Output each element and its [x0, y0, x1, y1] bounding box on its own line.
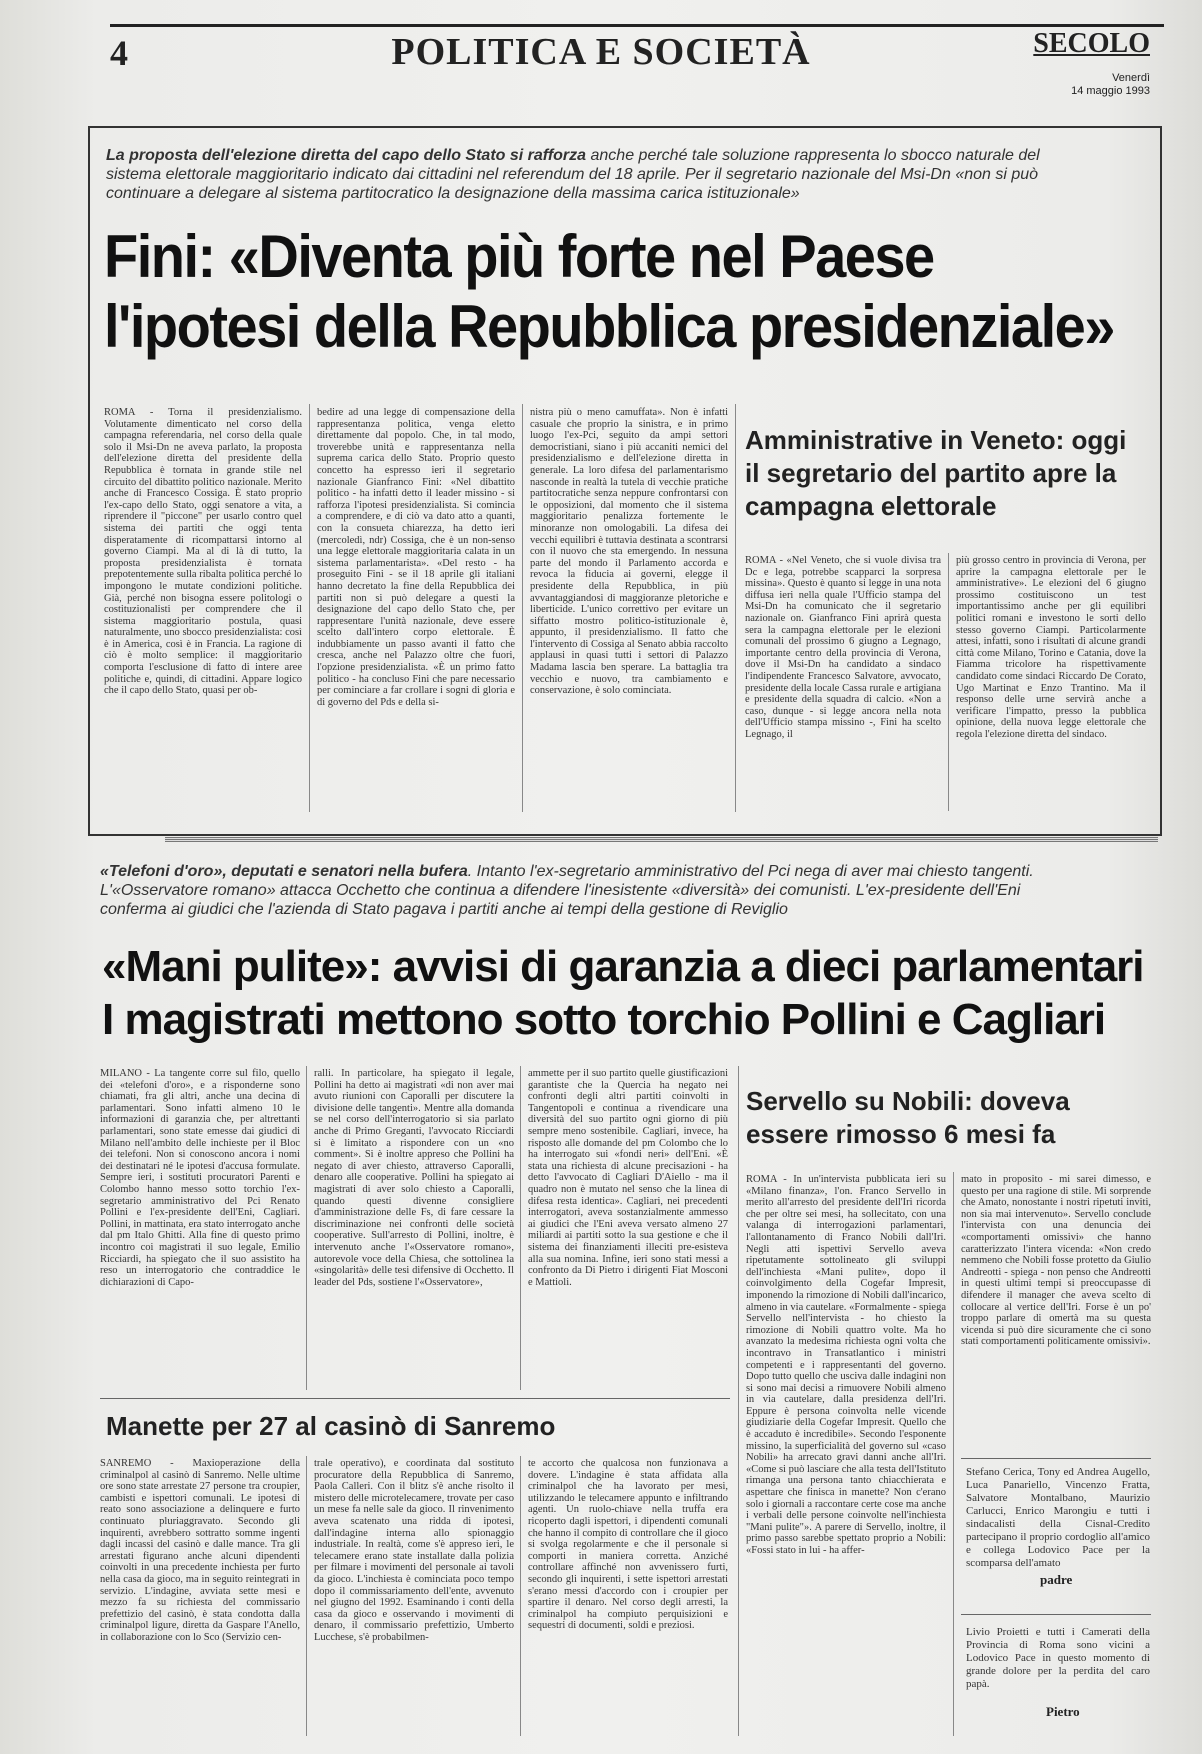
dateline — [1071, 72, 1150, 98]
article1-headline-line1: Fini: «Diventa più forte nel Paese — [104, 222, 934, 291]
column-rule — [306, 1066, 307, 1390]
article4-headline: Manette per 27 al casinò di Sanremo — [106, 1411, 556, 1441]
article3-headline-line2: I magistrati mettono sotto torchio Pollini e Cagliari — [102, 995, 1106, 1044]
page-number: 4 — [110, 33, 128, 73]
column-rule — [309, 404, 310, 812]
article3-column-1: MILANO - La tangente corre sul filo, quello dei «telefoni d'oro», e a risponderne sono chiamati, fra gli altri, anche una decina di parlamentari. Sono infatti almeno 10 le informazioni di garanzia che, per altrettanti parlamentari, sono state emesse dai giudici di Milano nell'ambito delle inchieste per il Bloc dei telefoni. Non si conoscono ancora i nomi dei destinatari né le ipotesi d'accusa formulate. Sempre ieri, i sostituti procuratori Parenti e Colombo hanno messo sotto torchio l'ex-segretario amministrativo del Pci Renato Pollini e l'ex-presidente dell'Eni, Cagliari. Pollini, in mattinata, era stato interrogato anche dal pm Italo Ghitti. Alla fine di questo primo incontro coi magistrati il suo legale, Emilio Ricciardi, ha spiegato che il suo assistito ha reso un interrogatorio che contraddice le dichiarazioni di Capo- — [100, 1068, 300, 1288]
article1-column-1: ROMA - Torna il presidenzialismo. Volutamente dimenticato nel corso della campagna referendaria, nel corso della quale solo il Msi-Dn ne aveva parlato, la proposta dell'elezione diretta del presidente della Repubblica è tornata in grande stile nel circuito del dibattito politico nazionale. Merito anche di Francesco Cossiga. È stato proprio l'ex-capo dello Stato, oggi senatore a vita, a riprendere il "piccone" per usarlo contro quel sistema dei partiti che oggi tenta disperatamente di ricompattarsi intorno al governo Ciampi. Ma al di là di tutto, la proposta presidenzialista è tornata prepotentemente sulla ribalta politica perché lo impongono le mutate condizioni politiche. Già, perché non bisogna essere politologi o costituzionalisti per comprendere che il sistema maggioritario postula, quasi naturalmente, uno sbocco presidenzialista: così è in America, così è in Francia. La ragione di ciò è molto semplice: il maggioritario comporta l'esclusione di fatto di intere aree politiche e, quindi, di cittadini. Appare logico che il capo dello Stato, quasi per ob- — [104, 407, 302, 697]
article1-column-3: nistra più o meno camuffata». Non è infatti casuale che proprio la sinistra, e in primo luogo l'ex-Pci, seguito da ampi settori democristiani, siano i più accaniti nemici del presidenzialismo e dell'elezione diretta in generale. La loro difesa del parlamentarismo nasconde in realtà la tutela di vecchie pratiche partitocratiche senza neppure confrontarsi con le opposizioni, dal momento che il sistema maggioritario penalizza fortemente le minoranze non omologabili. La difesa dei vecchi equilibri è tuttavia destinata a scontrarsi con il nuovo che sta emergendo. In nessuna parte del mondo il Parlamento accorda e revoca la fiducia ai governi, elegge il presidente della Repubblica, in più avvantaggiandosi di maggioranze pletoriche e liberticide. L'unico correttivo per evitare un siffatto mostro politico-istituzionale è, appunto, il presidenzialismo. Il fatto che l'intervento di Cossiga al Senato abbia raccolto applausi in quasi tutti i settori di Palazzo Madama lascia ben sperare. La battaglia tra vecchio e nuovo, tra cambiamento e conservazione, è solo cominciata. — [530, 407, 728, 697]
article2-column-2: più grosso centro in provincia di Verona, per aprire la campagna elettorale per le amministrative». Le elezioni del 6 giugno prossimo costituiscono un test importantissimo anche per gli equilibri politici romani e investono le sorti dello stesso governo Ciampi. Particolarmente attesi, infatti, sono i risultati di alcune grandi città come Milano, Torino e Catania, dove la Fiamma tricolore ha rispettivamente candidato come sindaci Riccardo De Corato, Ugo Martinat e Enzo Trantino. Ma il responso delle urne servirà anche a verificare l'impatto, presso la pubblica opinione, della nuova legge elettorale che regola l'elezione diretta del sindaco. — [956, 555, 1146, 740]
article5-column-1: ROMA - In un'intervista pubblicata ieri su «Milano finanza», l'on. Franco Servello in merito all'arresto del presidente dell'Iri ricorda che per oltre sei mesi, ha sollecitato, con una valanga di interrogazioni parlamentari, l'allontanamento di Franco Nobili dall'Iri. Negli atti ispettivi Servello aveva ripetutamente sottolineato gli sviluppi dell'inchiesta «Mani pulite», dopo il coinvolgimento della Cogefar Impresit, imponendo la rimozione di Nobili dall'incarico, almeno in via cautelare. «Formalmente - spiega Servello nell'intervista - ho chiesto la rimozione di Nobili quattro volte. Ma ho avanzato la medesima richiesta ogni volta che incontravo in Transatlantico i ministri competenti e i rappresentanti del governo. Dopo tutto quello che usciva dalle indagini non si sono mai decisi a rimuovere Nobili almeno in via cautelare, dalla presidenza dell'Iri. Eppure è persona coinvolta nelle vicende giudiziarie della Cogefar Impresit. Quello che è accaduto è incredibile». Secondo l'esponente missino, la superficialità del governo sul «caso Nobili» ha arrecato gravi danni anche all'Iri. «Come si può lasciare che alla testa dell'Istituto rimanga una persona tanto chiacchierata e aspettare che finisca in manette? Non c'erano solo i giornali a raccontare certe cose ma anche i verbali delle persone coinvolte nell'inchiesta "Mani pulite"». A parere di Servello, inoltre, il primo passo sarebbe spettato proprio a Nobili: «Fossi stato in lui - ha affer- — [746, 1174, 946, 1556]
obituary-notice-2: Livio Proietti e tutti i Camerati della Provincia di Roma sono vicini a Lodovico Pace in questo momento di grande dolore per la perdita del caro papà. — [966, 1626, 1150, 1690]
notice-separator — [961, 1614, 1151, 1615]
article2-column-1: ROMA - «Nel Veneto, che si vuole divisa tra Dc e lega, potrebbe scapparci la sorpresa missina». Questo è quanto si legge in una nota diffusa ieri nella quale l'Ufficio stampa del Msi-Dn ha comunicato che il segretario nazionale on. Gianfranco Fini aprirà questa sera la campagna elettorale per le elezioni comunali del prossimo 6 giugno a Legnago, importante centro della provincia di Verona, dove il Msi-Dn ha candidato a sindaco l'indipendente Francesco Salvatore, avvocato, presidente della locale Cassa rurale e artigiana e presidente della squadra di calcio. «Non a caso, dunque - si legge ancora nella nota dell'Ufficio stampa missino -, Fini ha scelto Legnago, il — [745, 555, 941, 740]
column-rule — [520, 1456, 521, 1736]
article4-top-rule — [100, 1398, 730, 1399]
article5-headline: Servello su Nobili: doveva essere rimosso 6 mesi fa — [746, 1086, 1070, 1149]
column-rule — [306, 1456, 307, 1736]
article4-column-2: trale operativo), e coordinata dal sostituto procuratore della Repubblica di Sanremo, Paola Calleri. Con il blitz s'è anche risolto il mistero delle microtelecamere, trovate per caso un mese fa nelle sale da gioco. Il rinvenimento aveva scatenato una ridda di ipotesi, dall'indagine interna allo spionaggio industriale. In realtà, come s'è appreso ieri, le telecamere erano state installate dalla polizia per filmare i movimenti del personale ai tavoli da gioco. L'inchiesta è cominciata poco tempo dopo il commissariamento dell'ente, avvenuto nel giugno del 1992. Esaminando i conti della casa da gioco e osservando i movimenti di denaro, il commissario prefettizio, Umberto Lucchese, s'è probabilmen- — [314, 1458, 514, 1643]
column-rule — [953, 1172, 954, 1736]
article3-column-2: ralli. In particolare, ha spiegato il legale, Pollini ha detto ai magistrati «di non aver mai avuto riunioni con Caporalli per discutere la divisione delle tangenti». Mentre alla domanda se nel corso dell'interrogatorio si sia parlato anche di Primo Greganti, l'avvocato Ricciardi si è limitato a rispondere con un «no comment». Si è inoltre appreso che Pollini ha negato di aver chiesto, attraverso Caporalli, denaro alle cooperative. Pollini ha spiegato ai magistrati di aver solo chiesto a Caporalli, quando questi divenne consigliere d'amministrazione delle Fs, di fare cessare la discriminazione nei confronti delle società cooperative. Sull'arresto di Pollini, inoltre, è intervenuto anche l'«Osservatore romano», autorevole voce della Chiesa, che sottolinea la «singolarità» delle tesi difensive di Occhetto. Il leader del Pds, sostiene l'«Osservatore», — [314, 1068, 514, 1288]
article1-column-2: bedire ad una legge di compensazione della rappresentanza politica, venga eletto direttamente dal popolo. Che, in tal modo, troverebbe unità e rappresentanza nella suprema carica dello Stato. Proprio questo concetto ha espresso ieri il segretario nazionale Gianfranco Fini: «Nel dibattito politico - ha infatti detto il leader missino - si rafforza l'ipotesi presidenzialista. Si comincia a comprendere, e di ciò va dato atto a quanti, con la consueta chiarezza, ha detto ieri (mercoledì, ndr) Cossiga, che è un non-senso una legge elettorale maggioritaria calata in un sistema parlamentarista». «Del resto - ha proseguito Fini - se il 18 aprile gli italiani hanno decretato la fine della Repubblica dei partiti non si può delegare a questi la designazione del capo dello Stato che, per rappresentare l'unità nazionale, deve essere scelto dall'intero corpo elettorale. È indubbiamente un passo avanti il fatto che cresca, anche nel Palazzo oltre che fuori, l'opzione presidenzialista. «È un primo fatto politico - ha concluso Fini che pare necessario per cominciare a far crollare i sogni di gloria e di governo del Pds e della si- — [317, 407, 515, 708]
issue-date: 14 maggio 1993 — [1071, 85, 1150, 97]
article3-kicker — [100, 862, 1060, 919]
obituary-notice-1: Stefano Cerica, Tony ed Andrea Augello, Luca Panariello, Vincenzo Fratta, Salvatore Montalbano, Maurizio Carlucci, Enrico Marongiu e tutti i sindacalisti della Cisnal-Credito partecipano il proprio cordoglio all'amico e collega Lodovico Pace per la scomparsa dell'amato — [966, 1466, 1150, 1569]
masthead-logo: SECOLO — [1033, 28, 1150, 59]
article3-column-3: ammette per il suo partito quelle giustificazioni garantiste che la Quercia ha negato nei confronti degli altri partiti coinvolti in Tangentopoli e continua a rivendicare una diversità del suo partito ogni giorno di più sempre meno sostenibile. Cagliari, invece, ha risposto alle domande del pm Colombo che lo ha interrogato sui «fondi neri» dell'Eni. «È stata una richiesta di alcune precisazioni - ha detto l'avvocato di Cagliari D'Aiello - ma il quadro non è mutato nel senso che la linea di difesa resta identica». Cagliari, nei precedenti interrogatori, aveva sostanzialmente ammesso ai giudici che l'Eni aveva versato almeno 27 miliardi ai partiti sotto la sua gestione e che il sistema dei finanziamenti illeciti pre-esisteva alla sua nomina. Infine, ieri sono stati messi a confronto da Di Pietro i dirigenti Fiat Mosconi e Mattioli. — [528, 1068, 728, 1288]
article1-kicker-rest: anche perché tale soluzione rappresenta lo sbocco naturale del sistema elettorale maggioritario indicato dai cittadini nel referendum del 18 aprile. Per il segretario nazionale del Msi-Dn «non si può continuare a delegare al sistema partitocratico la designazione della massima carica istituzionale» — [106, 147, 1040, 202]
article3-kicker-rest: . Intanto l'ex-segretario amministrativo del Pci nega di aver mai chiesto tangenti. L'«Osservatore romano» attacca Occhetto che continua a difendere l'inesistente «diversità» dei comunisti. L'ex-presidente dell'Eni conferma ai giudici che l'azienda di Stato pagava i partiti anche ai tempi della gestione di Reviglio — [100, 863, 1034, 918]
article1-headline-line2: l'ipotesi della Repubblica presidenziale» — [104, 292, 1114, 361]
column-rule — [520, 1066, 521, 1390]
section-separator — [165, 837, 1158, 842]
column-rule — [735, 404, 736, 812]
column-rule — [948, 553, 949, 811]
article3-kicker-bold: «Telefoni d'oro», deputati e senatori nella bufera — [100, 863, 468, 880]
notice-top-rule — [961, 1458, 1151, 1459]
obituary-notice-1-name: padre — [1040, 1572, 1073, 1587]
article1-kicker-bold: La proposta dell'elezione diretta del capo dello Stato si rafforza — [106, 147, 587, 164]
section-title: POLITICA E SOCIETÀ — [391, 31, 811, 73]
article4-column-3: te accorto che qualcosa non funzionava a dovere. L'indagine è stata affidata alla criminalpol che ha lavorato per mesi, utilizzando le telecamere appunto e infiltrando agenti. Un ruolo-chiave nella truffa era ricoperto dagli ispettori, i dipendenti comunali che hanno il compito di controllare che il gioco si svolga regolarmente e che il personale si comporti in maniera corretta. Anziché controllare affinché non avvenissero furti, secondo gli inquirenti, i sette ispettori arrestati s'erano messi d'accordo con i croupier per spartire il denaro. Nel corso degli arresti, la criminalpol ha compiuto perquisizioni e sequestri di documenti, soldi e preziosi. — [528, 1458, 728, 1632]
column-rule — [738, 1066, 739, 1736]
weekday: Venerdì — [1112, 72, 1150, 84]
article1-kicker — [106, 146, 1066, 203]
article3-headline-line1: «Mani pulite»: avvisi di garanzia a dieci parlamentari — [102, 942, 1144, 991]
article5-column-2: mato in proposito - mi sarei dimesso, e questo per una ragione di stile. Mi sorprende che Amato, nonostante i nostri ripetuti inviti, non sia mai intervenuto». Servello conclude l'intervista con una denuncia dei «comportamenti omissivi» che hanno caratterizzato l'intera vicenda: «Non credo nemmeno che Nobili fosse protetto da Giulio Andreotti - spiega - non penso che Andreotti in questi ultimi tempi si preoccupasse di difendere il manager che aveva scelto di collocare al vertice dell'Iri. Forse è un po' troppo parlare di omertà ma su questa vicenda si può dire sicuramente che ci sono stati comportamenti politicamente omissivi». — [961, 1174, 1151, 1348]
top-rule — [110, 24, 1164, 27]
obituary-notice-2-name: Pietro — [1046, 1704, 1080, 1719]
article2-headline: Amministrative in Veneto: oggi il segretario del partito apre la campagna elettorale — [745, 425, 1127, 521]
article4-column-1: SANREMO - Maxioperazione della criminalpol al casinò di Sanremo. Nelle ultime ore sono state arrestate 27 persone tra croupier, cambisti e ispettori comunali. Le ipotesi di reato sono associazione a delinquere e furto continuato pluriaggravato. Secondo gli inquirenti, avrebbero sottratto somme ingenti dagli incassi del casinò e dalle mance. Tra gli arrestati figurano anche alcuni dipendenti coinvolti in una precedente inchiesta per furto nella casa da gioco, ma in seguito reintegrati in servizio. L'indagine, avviata sette mesi e mezzo fa su richiesta del commissario prefettizio del casinò, è stata condotta dalla criminalpol ligure, diretta da Gaspare l'Anello, in collaborazione con lo Sco (Servizio cen- — [100, 1458, 300, 1643]
column-rule — [522, 404, 523, 812]
